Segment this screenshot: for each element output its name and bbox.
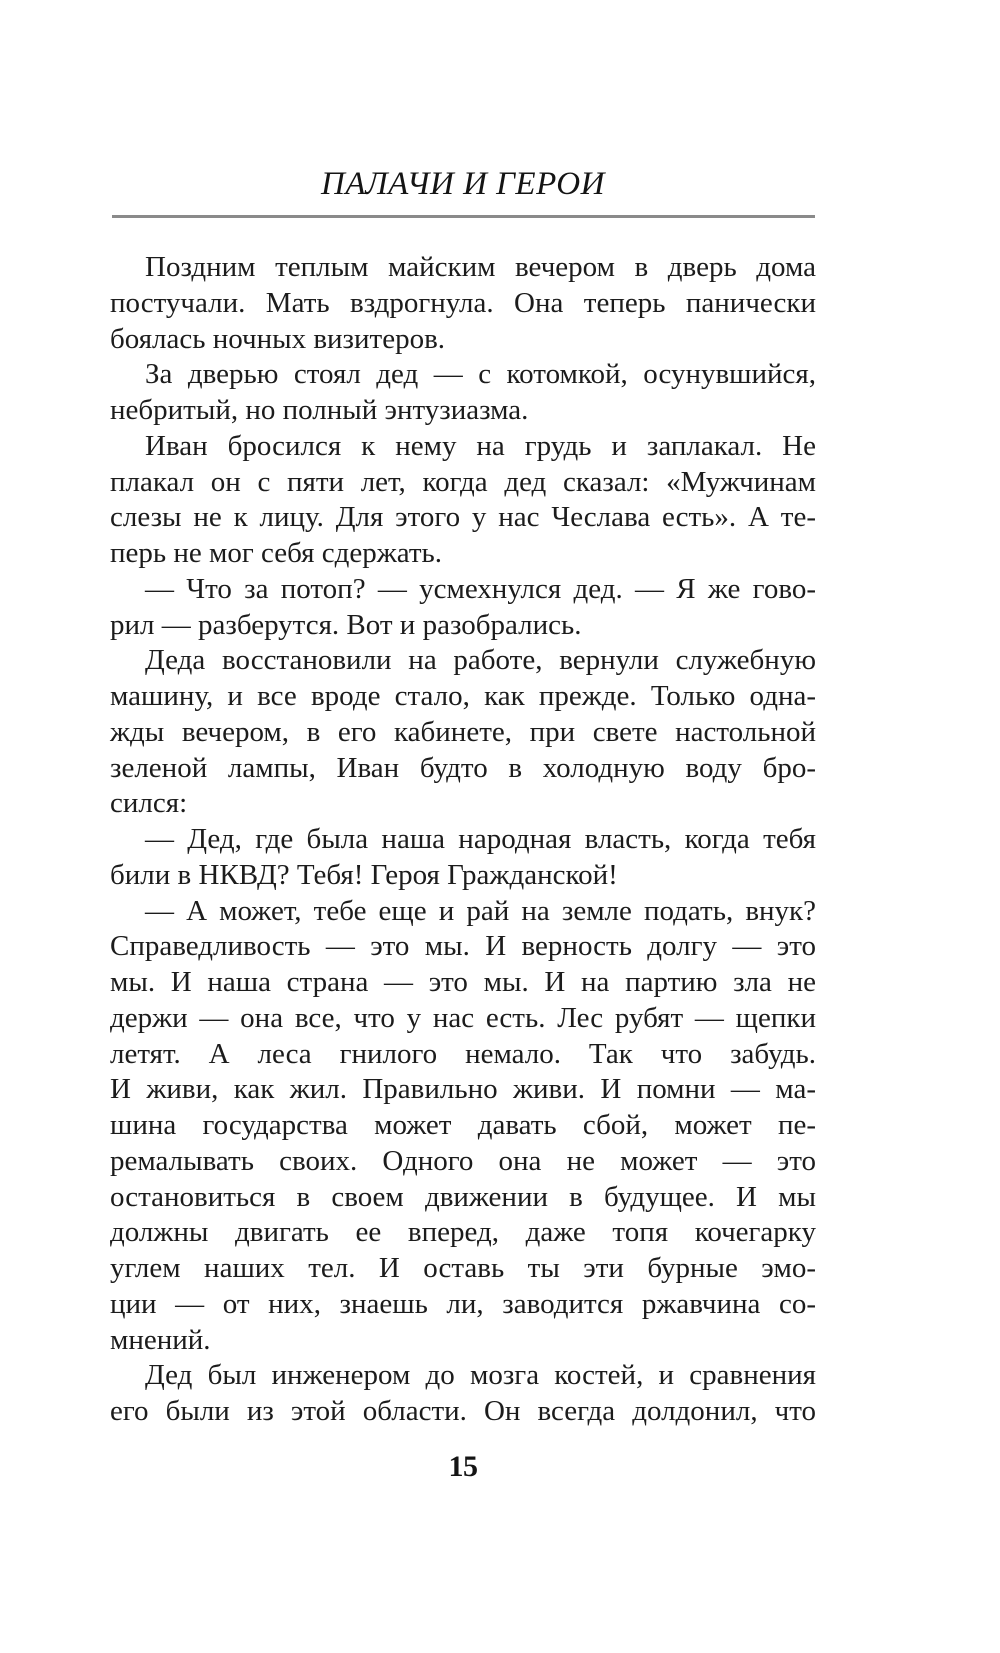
text-line: ции — от них, знаешь ли, заводится ржавчина со- [110, 1287, 816, 1320]
text-line: били в НКВД? Тебя! Героя Гражданской! [110, 858, 618, 891]
text-line: его были из этой области. Он всегда долдонил, что [110, 1395, 816, 1427]
text-line: должны двигать ее вперед, даже топя кочегарку [110, 1216, 816, 1249]
text-line: остановиться в своем движении в будущее. И мы [110, 1180, 816, 1213]
text-line: жды вечером, в его кабинете, при свете настольной [110, 715, 816, 748]
text-line: сился: [110, 787, 188, 820]
header-rule [112, 215, 815, 218]
text-line: летят. А леса гнилого немало. Так что забудь. [110, 1037, 816, 1070]
text-line: Поздним теплым майским вечером в дверь дома [145, 251, 816, 283]
text-line: боялась ночных визитеров. [110, 322, 446, 355]
page-number: 15 [448, 1450, 478, 1483]
text-line: Деда восстановили на работе, вернули служебную [145, 644, 816, 677]
text-line: — А может, тебе еще и рай на земле подать, внук? [145, 894, 816, 927]
text-line: Дед был инженером до мозга костей, и сравнения [145, 1359, 816, 1392]
text-line: ремалывать своих. Одного она не может — это [110, 1144, 816, 1177]
text-line: шина государства может давать сбой, может пе- [110, 1109, 816, 1141]
text-line: Иван бросился к нему на грудь и заплакал. Не [145, 429, 816, 462]
text-line: За дверью стоял дед — с котомкой, осунувшийся, [145, 358, 816, 391]
running-head-title: ПАЛАЧИ И ГЕРОИ [321, 166, 605, 202]
text-line: держи — она все, что у нас есть. Лес рубят — щепки [110, 1001, 816, 1034]
page-body [110, 250, 816, 1430]
text-line: И живи, как жил. Правильно живи. И помни — ма- [110, 1073, 816, 1106]
text-line: углем наших тел. И оставь ты эти бурные эмо- [110, 1252, 816, 1284]
text-line: рил — разберутся. Вот и разобрались. [110, 608, 582, 641]
text-line: — Дед, где была наша народная власть, когда тебя [145, 823, 816, 855]
text-line: слезы не к лицу. Для этого у нас Чеслава есть». А те- [110, 501, 816, 534]
text-line: зеленой лампы, Иван будто в холодную воду бро- [110, 751, 816, 784]
text-line: мы. И наша страна — это мы. И на партию зла не [110, 966, 816, 998]
text-line: — Что за потоп? — усмехнулся дед. — Я же гово- [145, 572, 816, 605]
text-line: мнений. [110, 1323, 211, 1356]
text-line: плакал он с пяти лет, когда дед сказал: «Мужчинам [110, 465, 816, 498]
text-line: Справедливость — это мы. И верность долгу — это [110, 930, 816, 963]
text-line: небритый, но полный энтузиазма. [110, 394, 529, 426]
text-line: постучали. Мать вздрогнула. Она теперь панически [110, 286, 816, 319]
text-line: машину, и все вроде стало, как прежде. Только одна- [110, 680, 816, 712]
text-line: перь не мог себя сдержать. [110, 537, 443, 569]
